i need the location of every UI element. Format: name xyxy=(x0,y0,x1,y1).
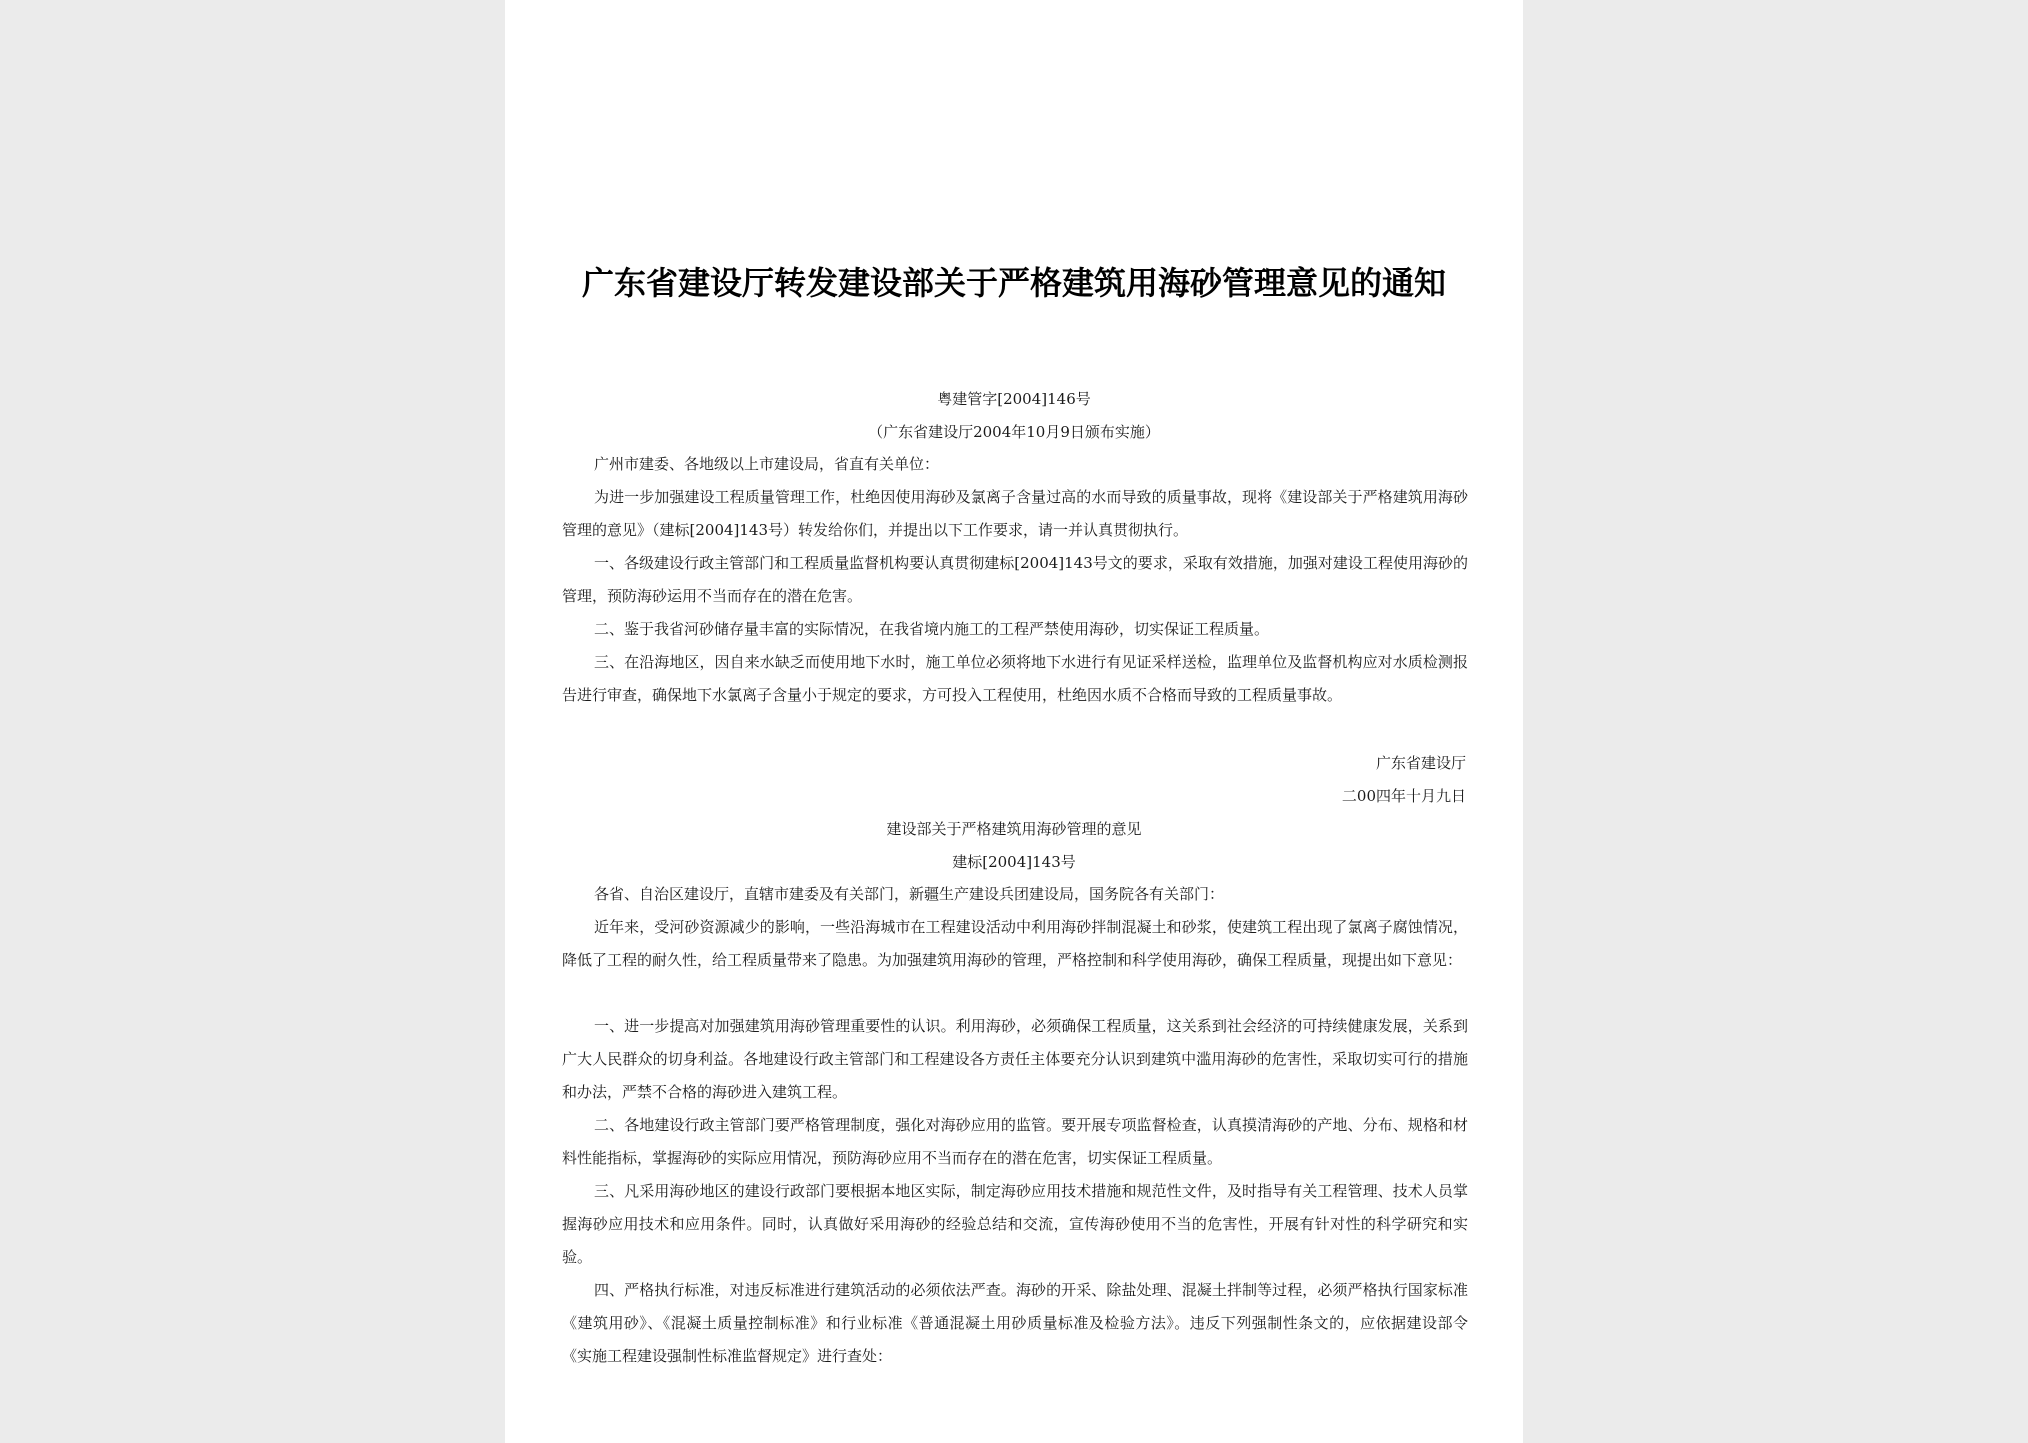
opinion-heading: 建设部关于严格建筑用海砂管理的意见 xyxy=(886,820,1142,838)
signature-date: 二00四年十月九日 xyxy=(1341,787,1466,805)
notice-item-3: 三、在沿海地区，因自来水缺乏而使用地下水时，施工单位必须将地下水进行有见证采样送检，监理单位及监督机构应对水质检测报告进行审查，确保地下水氯离子含量小于规定的要求，方可投入工程使用，杜绝因水质不合格而导致的工程质量事故。 xyxy=(562,653,1468,704)
opinion-addressee: 各省、自治区建设厅，直辖市建委及有关部门，新疆生产建设兵团建设局，国务院各有关部门： xyxy=(594,885,1225,903)
document-page xyxy=(505,0,1523,1443)
opinion-doc-number: 建标[2004]143号 xyxy=(952,853,1076,871)
opinion-item-2: 二、各地建设行政主管部门要严格管理制度，强化对海砂应用的监管。要开展专项监督检查，认真摸清海砂的产地、分布、规格和材料性能指标，掌握海砂的实际应用情况，预防海砂应用不当而存在的潜在危害，切实保证工程质量。 xyxy=(562,1116,1468,1167)
opinion-item-1: 一、进一步提高对加强建筑用海砂管理重要性的认识。利用海砂，必须确保工程质量，这关系到社会经济的可持续健康发展，关系到广大人民群众的切身利益。各地建设行政主管部门和工程建设各方责任主体要充分认识到建筑中滥用海砂的危害性，采取切实可行的措施和办法，严禁不合格的海砂进入建筑工程。 xyxy=(562,1017,1468,1101)
notice-item-1: 一、各级建设行政主管部门和工程质量监督机构要认真贯彻建标[2004]143号文的要求，采取有效措施，加强对建设工程使用海砂的管理，预防海砂运用不当而存在的潜在危害。 xyxy=(562,554,1468,605)
issue-note: （广东省建设厅2004年10月9日颁布实施） xyxy=(868,423,1160,441)
opinion-item-3: 三、凡采用海砂地区的建设行政部门要根据本地区实际，制定海砂应用技术措施和规范性文件，及时指导有关工程管理、技术人员掌握海砂应用技术和应用条件。同时，认真做好采用海砂的经验总结和交流，宣传海砂使用不当的危害性，开展有针对性的科学研究和实验。 xyxy=(562,1182,1468,1266)
doc-number: 粤建管字[2004]146号 xyxy=(937,390,1091,408)
opinion-item-4: 四、严格执行标准，对违反标准进行建筑活动的必须依法严查。海砂的开采、除盐处理、混凝土拌制等过程，必须严格执行国家标准《建筑用砂》、《混凝土质量控制标准》和行业标准《普通混凝土用砂质量标准及检验方法》。违反下列强制性条文的，应依据建设部令《实施工程建设强制性标准监督规定》进行查处： xyxy=(562,1281,1468,1365)
document-title: 广东省建设厅转发建设部关于严格建筑用海砂管理意见的通知 xyxy=(581,264,1446,302)
signature: 广东省建设厅 xyxy=(1375,754,1466,772)
notice-intro: 为进一步加强建设工程质量管理工作，杜绝因使用海砂及氯离子含量过高的水而导致的质量事故，现将《建设部关于严格建筑用海砂管理的意见》（建标[2004]143号）转发给你们，并提出以下工作要求，请一并认真贯彻执行。 xyxy=(562,488,1468,539)
notice-item-2: 二、鉴于我省河砂储存量丰富的实际情况，在我省境内施工的工程严禁使用海砂，切实保证工程质量。 xyxy=(594,620,1270,638)
opinion-intro: 近年来，受河砂资源减少的影响，一些沿海城市在工程建设活动中利用海砂拌制混凝土和砂浆，使建筑工程出现了氯离子腐蚀情况，降低了工程的耐久性，给工程质量带来了隐患。为加强建筑用海砂的管理，严格控制和科学使用海砂，确保工程质量，现提出如下意见： xyxy=(562,918,1468,969)
notice-addressee: 广州市建委、各地级以上市建设局，省直有关单位： xyxy=(594,455,940,473)
